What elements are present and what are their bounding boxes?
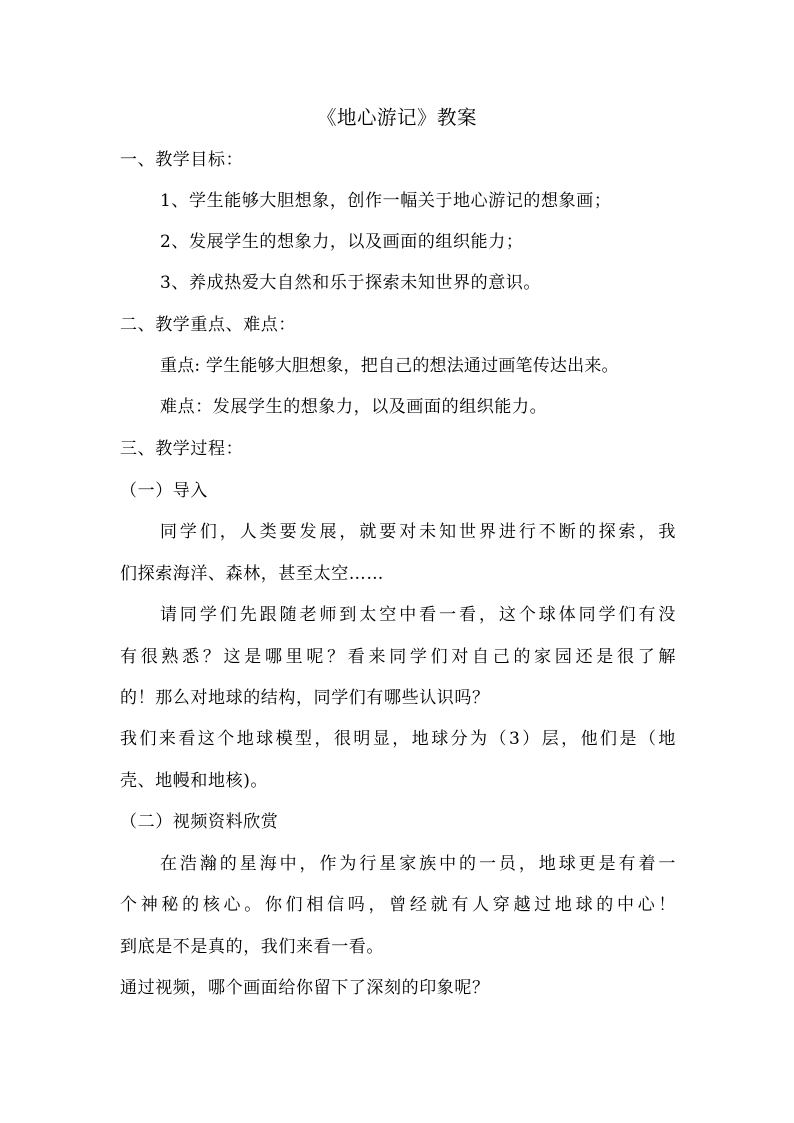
intro-paragraph-3-line-1: 我们来看这个地球模型，很明显，地球分为（3）层，他们是（地 xyxy=(120,729,676,749)
video-paragraph-1-line-1: 在浩瀚的星海中，作为行星家族中的一员，地球更是有着一 xyxy=(160,854,676,874)
subsection-heading-intro: （一）导入 xyxy=(120,481,208,501)
intro-paragraph-2-line-1: 请同学们先跟随老师到太空中看一看，这个球体同学们有没 xyxy=(160,605,676,625)
objective-item-1: 1、学生能够大胆想象，创作一幅关于地心游记的想象画； xyxy=(160,191,612,211)
video-paragraph-1-line-2: 个神秘的核心。你们相信吗，曾经就有人穿越过地球的中心！ xyxy=(120,895,676,915)
objective-item-3: 3、养成热爱大自然和乐于探索未知世界的意识。 xyxy=(160,273,542,293)
intro-paragraph-1-line-2: 们探索海洋、森林，甚至太空…… xyxy=(120,564,384,584)
page-title: 《地心游记》教案 xyxy=(316,106,477,129)
section-heading-objectives: 一、教学目标： xyxy=(120,150,244,170)
subsection-heading-video: （二）视频资料欣赏 xyxy=(120,812,279,832)
video-paragraph-2-line-1: 通过视频，哪个画面给你留下了深刻的印象呢？ xyxy=(120,978,490,998)
intro-paragraph-1-line-1: 同学们，人类要发展，就要对未知世界进行不断的探索，我 xyxy=(160,522,676,542)
intro-paragraph-2-line-2: 有很熟悉？这是哪里呢？看来同学们对自己的家园还是很了解 xyxy=(120,647,676,667)
key-point-text: 重点: 学生能够大胆想象，把自己的想法通过画笔传达出来。 xyxy=(160,356,619,376)
video-paragraph-1-line-3: 到底是不是真的，我们来看一看。 xyxy=(120,937,384,957)
intro-paragraph-2-line-3: 的！那么对地球的结构，同学们有哪些认识吗？ xyxy=(120,688,490,708)
section-heading-process: 三、教学过程： xyxy=(120,439,244,459)
difficulty-text: 难点：发展学生的想象力，以及画面的组织能力。 xyxy=(160,397,548,417)
section-heading-key-points: 二、教学重点、难点： xyxy=(120,315,296,335)
intro-paragraph-3-line-2: 壳、地幔和地核)。 xyxy=(120,771,269,791)
objective-item-2: 2、发展学生的想象力，以及画面的组织能力； xyxy=(160,232,524,252)
